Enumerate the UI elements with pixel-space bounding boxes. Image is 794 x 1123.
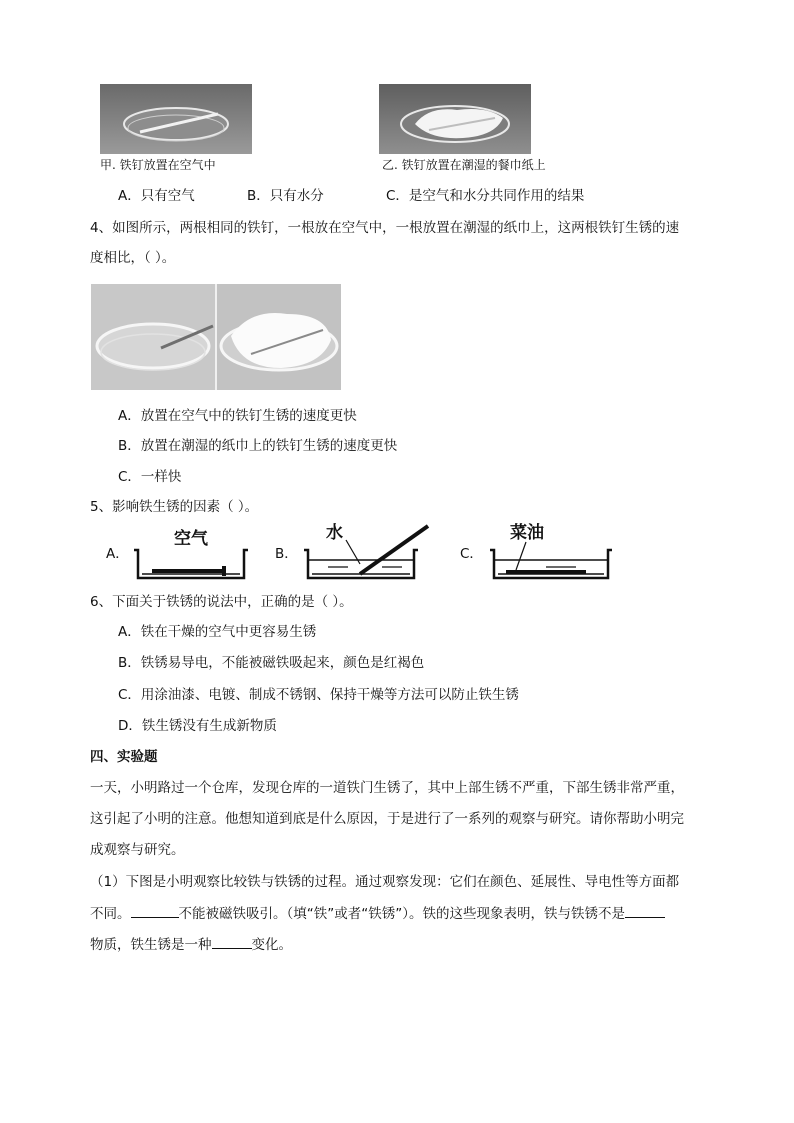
answer-blank-3[interactable]	[212, 934, 252, 949]
q5-option-b-label: B．	[275, 546, 298, 562]
q3-option-a: A．只有空气	[118, 188, 195, 204]
section4-para-line3: 成观察与研究。	[90, 842, 185, 858]
q5-figure-air	[128, 522, 252, 584]
photo-two-nails-comparison	[91, 284, 341, 390]
q6-option-d: D．铁生锈没有生成新物质	[118, 718, 277, 734]
photo-nail-on-wet-napkin	[379, 84, 531, 154]
sub1-line3-b: 变化。	[251, 937, 292, 953]
q4-option-a: A．放置在空气中的铁钉生锈的速度更快	[118, 408, 357, 424]
q4-stem-line2: 度相比，（ ）。	[90, 250, 176, 266]
label-oil: 菜油	[510, 523, 544, 543]
q3-option-b: B．只有水分	[247, 188, 324, 204]
answer-blank-2[interactable]	[625, 903, 665, 918]
q4-stem-line1: 4、如图所示，两根相同的铁钉，一根放在空气中，一根放置在潮湿的纸巾上，这两根铁钉生锈的速	[90, 220, 680, 236]
caption-left: 甲. 铁钉放置在空气中	[100, 158, 216, 172]
q5-stem: 5、影响铁生锈的因素（ ）。	[90, 499, 259, 515]
q6-option-b: B．铁锈易导电，不能被磁铁吸起来，颜色是红褐色	[118, 655, 425, 671]
q4-option-b: B．放置在潮湿的纸巾上的铁钉生锈的速度更快	[118, 438, 398, 454]
sub1-line2	[90, 903, 665, 924]
q4-option-c: C．一样快	[118, 469, 182, 485]
caption-right: 乙. 铁钉放置在潮湿的餐巾纸上	[382, 158, 546, 172]
section4-title: 四、实验题	[90, 749, 158, 765]
q5-option-a-label: A．	[106, 546, 129, 562]
q6-stem: 6、下面关于铁锈的说法中，正确的是（ ）。	[90, 594, 353, 610]
sub1-line1: （1）下图是小明观察比较铁与铁锈的过程。通过观察发现：它们在颜色、延展性、导电性等方面都	[90, 874, 680, 890]
q5-figure-oil	[486, 520, 616, 584]
q3-option-c: C．是空气和水分共同作用的结果	[386, 188, 585, 204]
sub1-line2-b: 不能被磁铁吸引。（填“铁”或者“铁锈”）。铁的这些现象表明，铁与铁锈不是	[178, 906, 625, 922]
section4-para-line2: 这引起了小明的注意。他想知道到底是什么原因，于是进行了一系列的观察与研究。请你帮助小明完	[90, 811, 684, 827]
sub1-line3	[90, 934, 292, 955]
q6-option-a: A．铁在干燥的空气中更容易生锈	[118, 624, 317, 640]
photo-nail-in-air	[100, 84, 252, 154]
answer-blank-1[interactable]	[131, 903, 179, 918]
section4-para-line1: 一天，小明路过一个仓库，发现仓库的一道铁门生锈了，其中上部生锈不严重，下部生锈非常严重，	[90, 780, 684, 796]
label-water: 水	[326, 523, 343, 543]
q5-figure-water	[298, 520, 438, 584]
label-air: 空气	[174, 529, 208, 549]
q6-option-c: C．用涂油漆、电镀、制成不锈钢、保持干燥等方法可以防止铁生锈	[118, 687, 519, 703]
sub1-line3-a: 物质，铁生锈是一种	[90, 937, 212, 953]
sub1-line2-a: 不同。	[90, 906, 131, 922]
q5-option-c-label: C．	[460, 546, 483, 562]
